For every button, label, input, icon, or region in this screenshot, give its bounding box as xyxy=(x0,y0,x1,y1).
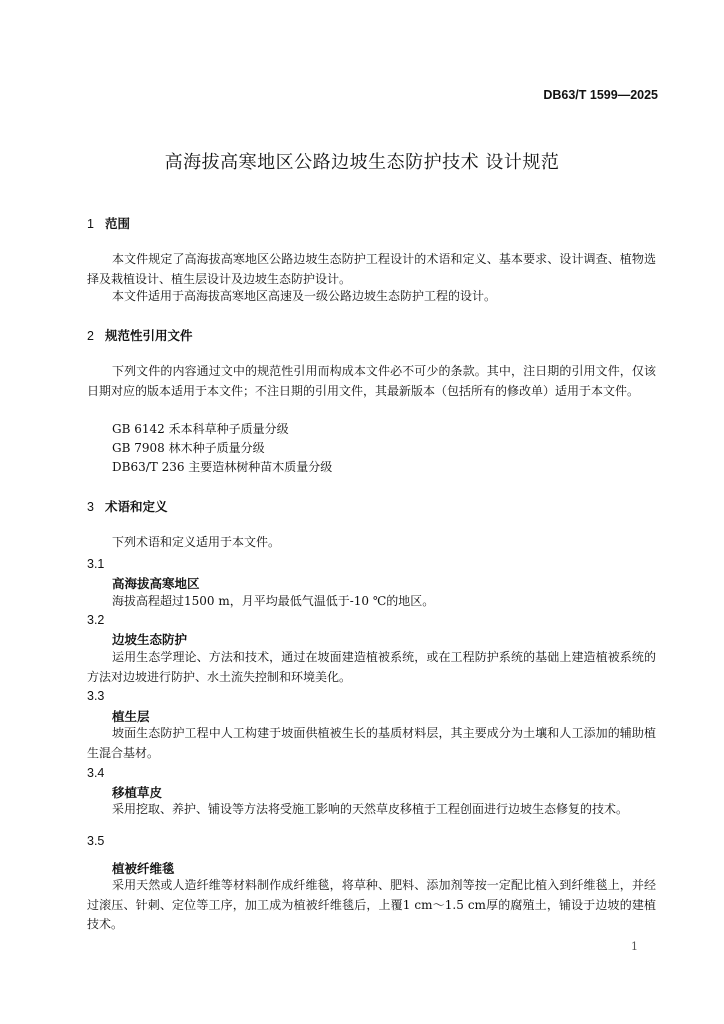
term-number: 3.3 xyxy=(87,689,105,703)
section-title: 术语和定义 xyxy=(105,499,168,514)
term-name: 边坡生态防护 xyxy=(112,632,188,647)
term-name: 植被纤维毯 xyxy=(112,861,175,876)
section-1-heading xyxy=(87,214,130,232)
reference-item: GB 6142 禾本科草种子质量分级 xyxy=(112,422,289,436)
section-3-heading xyxy=(87,497,168,515)
page-number: 1 xyxy=(631,940,638,953)
section-title: 范围 xyxy=(105,216,131,231)
term-name: 植生层 xyxy=(112,709,150,724)
document-title: 高海拔高寒地区公路边坡生态防护技术 设计规范 xyxy=(164,152,560,173)
term-number: 3.2 xyxy=(87,613,105,627)
standard-code: DB63/T 1599—2025 xyxy=(543,88,658,102)
section-number: 3 xyxy=(87,500,94,514)
term-number: 3.4 xyxy=(87,766,105,780)
term-definition: 海拔高程超过1500 m，月平均最低气温低于-10 ℃的地区。 xyxy=(112,594,435,608)
section-2-heading xyxy=(87,326,193,344)
reference-item: DB63/T 236 主要造林树种苗木质量分级 xyxy=(112,460,333,474)
reference-item: GB 7908 林木种子质量分级 xyxy=(112,441,265,455)
term-definition: 采用挖取、养护、铺设等方法将受施工影响的天然草皮移植于工程创面进行边坡生态修复的技术。 xyxy=(112,802,629,816)
section-number: 2 xyxy=(87,329,94,343)
term-name: 高海拔高寒地区 xyxy=(112,576,200,591)
term-definition: 坡面生态防护工程中人工构建于坡面供植被生长的基质材料层，其主要成分为土壤和人工添加的辅助植生混合基材。 xyxy=(87,726,656,760)
term-name: 移植草皮 xyxy=(112,785,163,800)
section-1-paragraph-2: 本文件适用于高海拔高寒地区高速及一级公路边坡生态防护工程的设计。 xyxy=(112,289,497,303)
term-definition: 采用天然或人造纤维等材料制作成纤维毯，将草种、肥料、添加剂等按一定配比植入到纤维毯上，并经过滚压、针刺、定位等工序，加工成为植被纤维毯后，上覆1 cm～1.5 cm厚的腐殖土，铺设于边坡的建植技术。 xyxy=(87,878,656,931)
term-number: 3.1 xyxy=(87,557,105,571)
section-2-paragraph-1: 下列文件的内容通过文中的规范性引用而构成本文件必不可少的条款。其中，注日期的引用文件，仅该日期对应的版本适用于本文件；不注日期的引用文件，其最新版本（包括所有的修改单）适用于本文件。 xyxy=(87,364,656,398)
section-1-paragraph-1: 本文件规定了高海拔高寒地区公路边坡生态防护工程设计的术语和定义、基本要求、设计调查、植物选择及栽植设计、植生层设计及边坡生态防护设计。 xyxy=(87,252,656,286)
section-number: 1 xyxy=(87,217,94,231)
term-number: 3.5 xyxy=(87,834,105,848)
section-3-intro: 下列术语和定义适用于本文件。 xyxy=(112,535,281,549)
term-definition: 运用生态学理论、方法和技术，通过在坡面建造植被系统，或在工程防护系统的基础上建造植被系统的方法对边坡进行防护、水土流失控制和环境美化。 xyxy=(87,650,656,684)
section-title: 规范性引用文件 xyxy=(105,328,193,343)
